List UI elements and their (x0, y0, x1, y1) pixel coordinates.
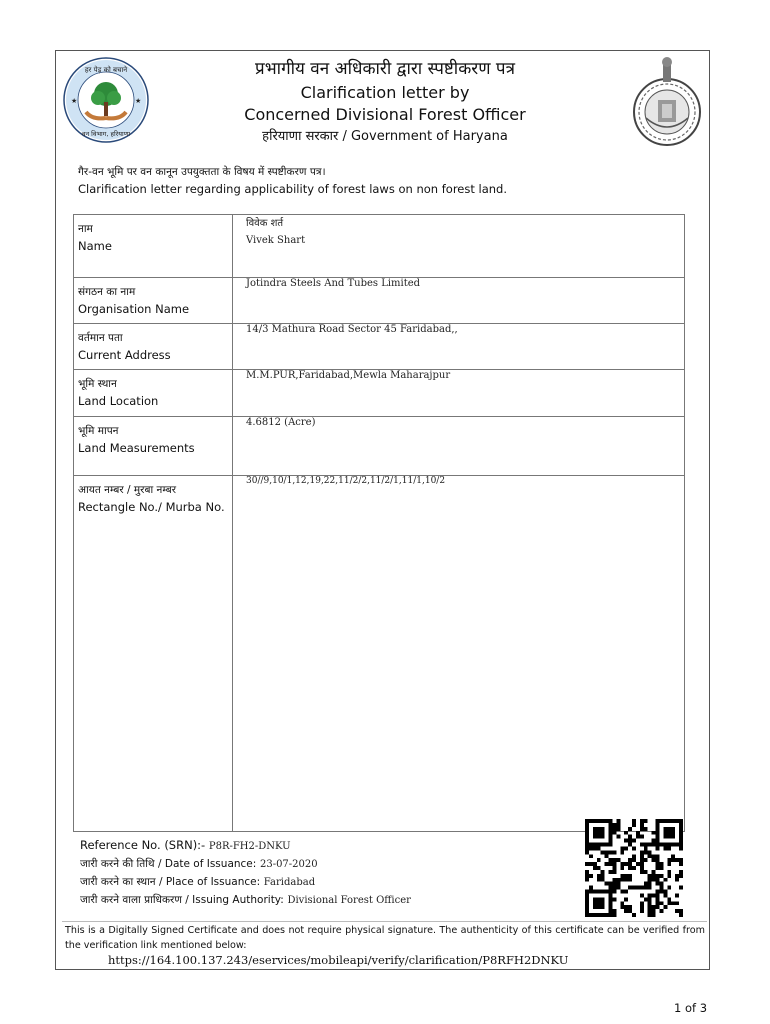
name-label-english: Name (78, 239, 112, 253)
certificate-title (150, 57, 620, 147)
rectangle-value: 30//9,10/1,12,19,22,11/2/2,11/2/1,11/1,10/2 (233, 476, 685, 832)
organisation-label-hindi: संगठन का नाम (78, 286, 136, 298)
place-value: Faridabad (263, 877, 316, 888)
name-label-hindi: नाम (78, 223, 93, 235)
name-value (233, 215, 685, 278)
srn-value: P8R-FH2-DNKU (208, 841, 291, 852)
rectangle-label (74, 476, 233, 832)
land-measurements-label-english: Land Measurements (78, 441, 195, 455)
svg-text:★: ★ (71, 97, 78, 105)
table-row (74, 324, 685, 370)
land-location-value: M.M.PUR,Faridabad,Mewla Maharajpur (233, 370, 685, 417)
title-english-line2: Concerned Divisional Forest Officer (244, 105, 526, 124)
table-row (74, 278, 685, 324)
address-label-english: Current Address (78, 348, 171, 362)
land-location-label-hindi: भूमि स्थान (78, 378, 117, 390)
srn-label: Reference No. (SRN):- (80, 838, 206, 852)
verification-link[interactable]: https://164.100.137.243/eservices/mobileapi/verify/clarification/P8RFH2DNKU (108, 953, 569, 967)
table-row (74, 215, 685, 278)
address-value: 14/3 Mathura Road Sector 45 Faridabad,, (233, 324, 685, 370)
table-row (74, 476, 685, 832)
footer-divider (62, 921, 707, 922)
table-row (74, 417, 685, 476)
rectangle-label-english: Rectangle No./ Murba No. (78, 500, 225, 514)
organisation-label (74, 278, 233, 324)
government-line: हरियाणा सरकार / Government of Haryana (262, 129, 508, 144)
subject (78, 164, 507, 198)
table-row (74, 370, 685, 417)
land-measurements-value: 4.6812 (Acre) (233, 417, 685, 476)
land-measurements-label-hindi: भूमि मापन (78, 425, 119, 437)
reference-block (80, 837, 411, 909)
subject-english: Clarification letter regarding applicability of forest laws on non forest land. (78, 182, 508, 196)
address-label (74, 324, 233, 370)
verification-note: This is a Digitally Signed Certificate and does not require physical signature. The authenticity of this certificate can be verified from the verification link mentioned below: (65, 925, 705, 951)
organisation-value: Jotindra Steels And Tubes Limited (233, 278, 685, 324)
date-label: जारी करने की तिथि / Date of Issuance: (80, 858, 257, 870)
haryana-emblem-icon (628, 56, 706, 148)
land-location-label (74, 370, 233, 417)
land-measurements-label (74, 417, 233, 476)
rectangle-label-hindi: आयत नम्बर / मुरबा नम्बर (78, 484, 177, 496)
address-label-hindi: वर्तमान पता (78, 332, 123, 344)
authority-value: Divisional Forest Officer (287, 895, 411, 906)
name-value-hindi: विवेक शर्त (246, 218, 284, 229)
svg-text:वन विभाग, हरियाणा: वन विभाग, हरियाणा (81, 130, 131, 138)
page-number: 1 of 3 (674, 1001, 708, 1015)
land-location-label-english: Land Location (78, 394, 159, 408)
authority-label: जारी करने वाला प्राधिकरण / Issuing Authority: (80, 894, 284, 906)
name-value-english: Vivek Shart (246, 235, 306, 246)
organisation-label-english: Organisation Name (78, 302, 190, 316)
qr-code-icon (585, 819, 683, 917)
place-label: जारी करने का स्थान / Place of Issuance: (80, 876, 261, 888)
svg-text:हर पेड़ को बचाने: हर पेड़ को बचाने (84, 66, 128, 74)
svg-text:★: ★ (135, 97, 142, 105)
details-table (73, 214, 685, 832)
date-value: 23-07-2020 (259, 859, 318, 870)
name-label (74, 215, 233, 278)
forest-department-logo (62, 56, 150, 144)
title-hindi: प्रभागीय वन अधिकारी द्वारा स्पष्टीकरण पत्र (255, 59, 515, 79)
subject-hindi: गैर-वन भूमि पर वन कानून उपयुक्तता के विषय में स्पष्टीकरण पत्र। (78, 166, 326, 178)
title-english-line1: Clarification letter by (300, 83, 470, 102)
